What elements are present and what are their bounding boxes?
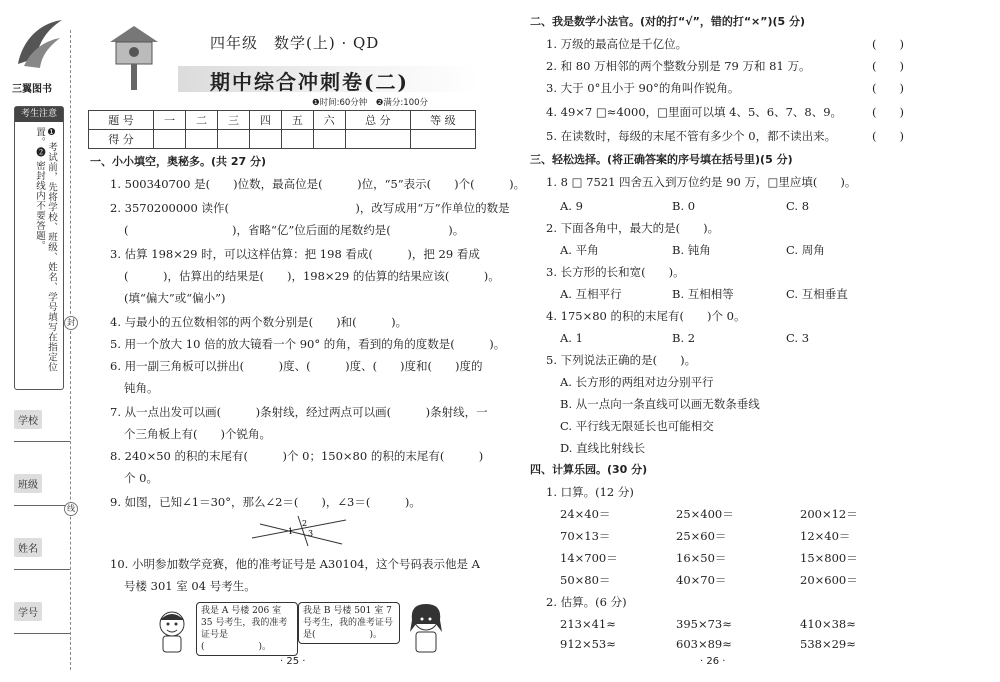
question: 7. 从一点出发可以画( )条射线，经过两点可以画( )条射线，一 <box>110 405 488 419</box>
girl-cartoon-icon <box>402 602 450 654</box>
answer-paren[interactable]: ( ) <box>872 37 904 51</box>
seal-line <box>70 30 71 670</box>
question: 9. 如图，已知∠1＝30°，那么∠2＝( )，∠3＝( )。 <box>110 495 421 509</box>
notice-body: ❶ 考试前，先将学校、班级、姓名、学号填写在指定位置。❷ 密封线内不要答题。 <box>34 127 57 373</box>
oral-calc: 16×50＝ <box>676 551 727 565</box>
logo-text: 三翼图书 <box>12 84 52 95</box>
choice-option: A. 互相平行 <box>560 287 622 301</box>
score-cell: 四 <box>249 111 281 130</box>
time-score-info: ❶时间:60分钟 ❷满分:100分 <box>312 98 429 108</box>
question: 4. 与最小的五位数相邻的两个数分别是( )和( )。 <box>110 315 408 329</box>
choice-option: D. 直线比射线长 <box>560 441 646 455</box>
score-input[interactable] <box>345 130 410 149</box>
choice-option: B. 互相相等 <box>672 287 734 301</box>
question-cont: ( )，估算出的结果是( )，198×29 的估算的结果应该( )。 <box>124 269 500 283</box>
notice-title: 考生注意 <box>15 107 63 122</box>
field-line <box>14 441 70 442</box>
score-input[interactable] <box>281 130 313 149</box>
score-header-row <box>89 111 476 130</box>
boy-cartoon-icon <box>150 608 194 654</box>
oral-calc: 20×600＝ <box>800 573 858 587</box>
section-title: 一、小小填空，奥秘多。(共 27 分) <box>90 155 267 168</box>
question: 2. 3570200000 读作( )，改写成用“万”作单位的数是 <box>110 201 510 215</box>
score-input[interactable] <box>154 130 186 149</box>
question: 5. 用一个放大 10 倍的放大镜看一个 90° 的角，看到的角的度数是( )。 <box>110 337 506 351</box>
oral-calc: 200×12＝ <box>800 507 858 521</box>
choice-question: 4. 175×80 的积的末尾有( )个 0。 <box>546 309 746 323</box>
choice-option: A. 长方形的两组对边分别平行 <box>560 375 714 389</box>
choice-option: C. 互相垂直 <box>786 287 848 301</box>
score-input[interactable] <box>186 130 218 149</box>
question: 1. 500340700 是( )位数，最高位是( )位，“5”表示( )个( )。 <box>110 177 526 191</box>
choice-option: A. 1 <box>560 331 583 345</box>
answer-paren[interactable]: ( ) <box>872 81 904 95</box>
choice-option: B. 2 <box>672 331 696 345</box>
choice-option: C. 3 <box>786 331 810 345</box>
question-cont: 钝角。 <box>124 381 159 395</box>
oral-calc: 25×60＝ <box>676 529 727 543</box>
score-cell: 三 <box>217 111 249 130</box>
estimate-calc: 538×29≈ <box>800 637 856 651</box>
score-cell: 二 <box>186 111 218 130</box>
grade-subject: 四年级 数学(上) · QD <box>210 34 380 52</box>
answer-paren[interactable]: ( ) <box>872 59 904 73</box>
section-title: 二、我是数学小法官。(对的打“√”，错的打“×”)(5 分) <box>530 15 806 28</box>
oral-calc: 70×13＝ <box>560 529 611 543</box>
estimate-calc: 912×53≈ <box>560 637 616 651</box>
page-number: · 25 · <box>280 656 306 667</box>
section-title: 三、轻松选择。(将正确答案的序号填在括号里)(5 分) <box>530 153 793 166</box>
question: 3. 估算 198×29 时，可以这样估算：把 198 看成( )，把 29 看成 <box>110 247 480 261</box>
score-cell: 总 分 <box>345 111 410 130</box>
question: 8. 240×50 的积的末尾有( )个 0；150×80 的积的末尾有( ) <box>110 449 484 463</box>
binding-margin <box>0 0 76 682</box>
choice-question: 2. 下面各角中，最大的是( )。 <box>546 221 720 235</box>
score-cell: 六 <box>313 111 345 130</box>
oral-calc: 40×70＝ <box>676 573 727 587</box>
score-table <box>88 110 476 149</box>
sub-title: 1. 口算。(12 分) <box>546 485 634 499</box>
notice-box <box>14 106 64 390</box>
field-label: 学校 <box>14 410 42 429</box>
score-cell: 等 级 <box>410 111 475 130</box>
field-label: 班级 <box>14 474 42 493</box>
oral-calc: 24×40＝ <box>560 507 611 521</box>
field-name[interactable] <box>14 538 70 570</box>
score-cell: 题 号 <box>89 111 154 130</box>
question: 10. 小明参加数学竞赛，他的准考证号是 A30104，这个号码表示他是 A <box>110 557 480 571</box>
angle-label: 2 <box>302 519 308 528</box>
field-label: 学号 <box>14 602 42 621</box>
choice-question: 1. 8 □ 7521 四舍五入到万位约是 90 万，□里应填( )。 <box>546 175 857 189</box>
answer-paren[interactable]: ( ) <box>872 105 904 119</box>
question-cont: 个 0。 <box>124 471 158 485</box>
sub-title: 2. 估算。(6 分) <box>546 595 627 609</box>
score-input[interactable] <box>410 130 475 149</box>
question-cont: 号楼 301 室 04 号考生。 <box>124 579 256 593</box>
choice-option: B. 0 <box>672 199 696 213</box>
choice-question: 5. 下列说法正确的是( )。 <box>546 353 697 367</box>
field-label: 姓名 <box>14 538 42 557</box>
angle-label: 1 <box>288 527 294 536</box>
score-cell: 一 <box>154 111 186 130</box>
choice-option: C. 平行线无限延长也可能相交 <box>560 419 714 433</box>
judge-item: 2. 和 80 万相邻的两个整数分别是 79 万和 81 万。 <box>546 59 811 73</box>
field-class[interactable] <box>14 474 70 506</box>
question: 6. 用一副三角板可以拼出( )度、( )度、( )度和( )度的 <box>110 359 483 373</box>
judge-item: 1. 万级的最高位是千亿位。 <box>546 37 688 51</box>
estimate-calc: 603×89≈ <box>676 637 732 651</box>
question-cont: 个三角板上有( )个锐角。 <box>124 427 271 441</box>
question-cont: (填“偏大”或“偏小”) <box>124 291 226 305</box>
score-input[interactable] <box>313 130 345 149</box>
oral-calc: 15×800＝ <box>800 551 858 565</box>
field-line <box>14 505 70 506</box>
score-cell: 得 分 <box>89 130 154 149</box>
score-input[interactable] <box>249 130 281 149</box>
judge-item: 4. 49×7 □≈4000，□里面可以填 4、5、6、7、8、9。 <box>546 105 843 119</box>
field-line <box>14 633 70 634</box>
angle-figure <box>250 512 350 548</box>
birdhouse-illustration <box>104 20 164 90</box>
estimate-calc: 395×73≈ <box>676 617 732 631</box>
choice-option: B. 从一点向一条直线可以画无数条垂线 <box>560 397 760 411</box>
score-value-row <box>89 130 476 149</box>
score-input[interactable] <box>217 130 249 149</box>
oral-calc: 14×700＝ <box>560 551 618 565</box>
judge-item: 5. 在读数时，每级的末尾不管有多少个 0，都不读出来。 <box>546 129 837 143</box>
field-line <box>14 569 70 570</box>
answer-paren[interactable]: ( ) <box>872 129 904 143</box>
angle-label: 3 <box>308 529 314 538</box>
seal-mark: 封 <box>64 316 78 330</box>
score-cell: 五 <box>281 111 313 130</box>
speech-bubble-girl: 我是 B 号楼 501 室 7 号考生，我的准考证号是( )。 <box>298 602 400 644</box>
estimate-calc: 213×41≈ <box>560 617 616 631</box>
question-cont: ( )，省略“亿”位后面的尾数约是( )。 <box>124 223 465 237</box>
choice-option: B. 钝角 <box>672 243 711 257</box>
field-school[interactable] <box>14 410 70 442</box>
exam-title: 期中综合冲刺卷(二) <box>210 70 409 94</box>
field-student-id[interactable] <box>14 602 70 634</box>
judge-item: 3. 大于 0°且小于 90°的角叫作锐角。 <box>546 81 740 95</box>
choice-option: A. 平角 <box>560 243 599 257</box>
speech-bubble-boy: 我是 A 号楼 206 室 35 号考生，我的准考证号是( )。 <box>196 602 298 656</box>
estimate-calc: 410×38≈ <box>800 617 856 631</box>
choice-question: 3. 长方形的长和宽( )。 <box>546 265 685 279</box>
choice-option: C. 8 <box>786 199 810 213</box>
page-number: · 26 · <box>700 656 726 667</box>
oral-calc: 50×80＝ <box>560 573 611 587</box>
choice-option: C. 周角 <box>786 243 825 257</box>
choice-option: A. 9 <box>560 199 583 213</box>
oral-calc: 12×40＝ <box>800 529 851 543</box>
oral-calc: 25×400＝ <box>676 507 734 521</box>
seal-mark: 线 <box>64 502 78 516</box>
section-title: 四、计算乐园。(30 分) <box>530 463 648 476</box>
